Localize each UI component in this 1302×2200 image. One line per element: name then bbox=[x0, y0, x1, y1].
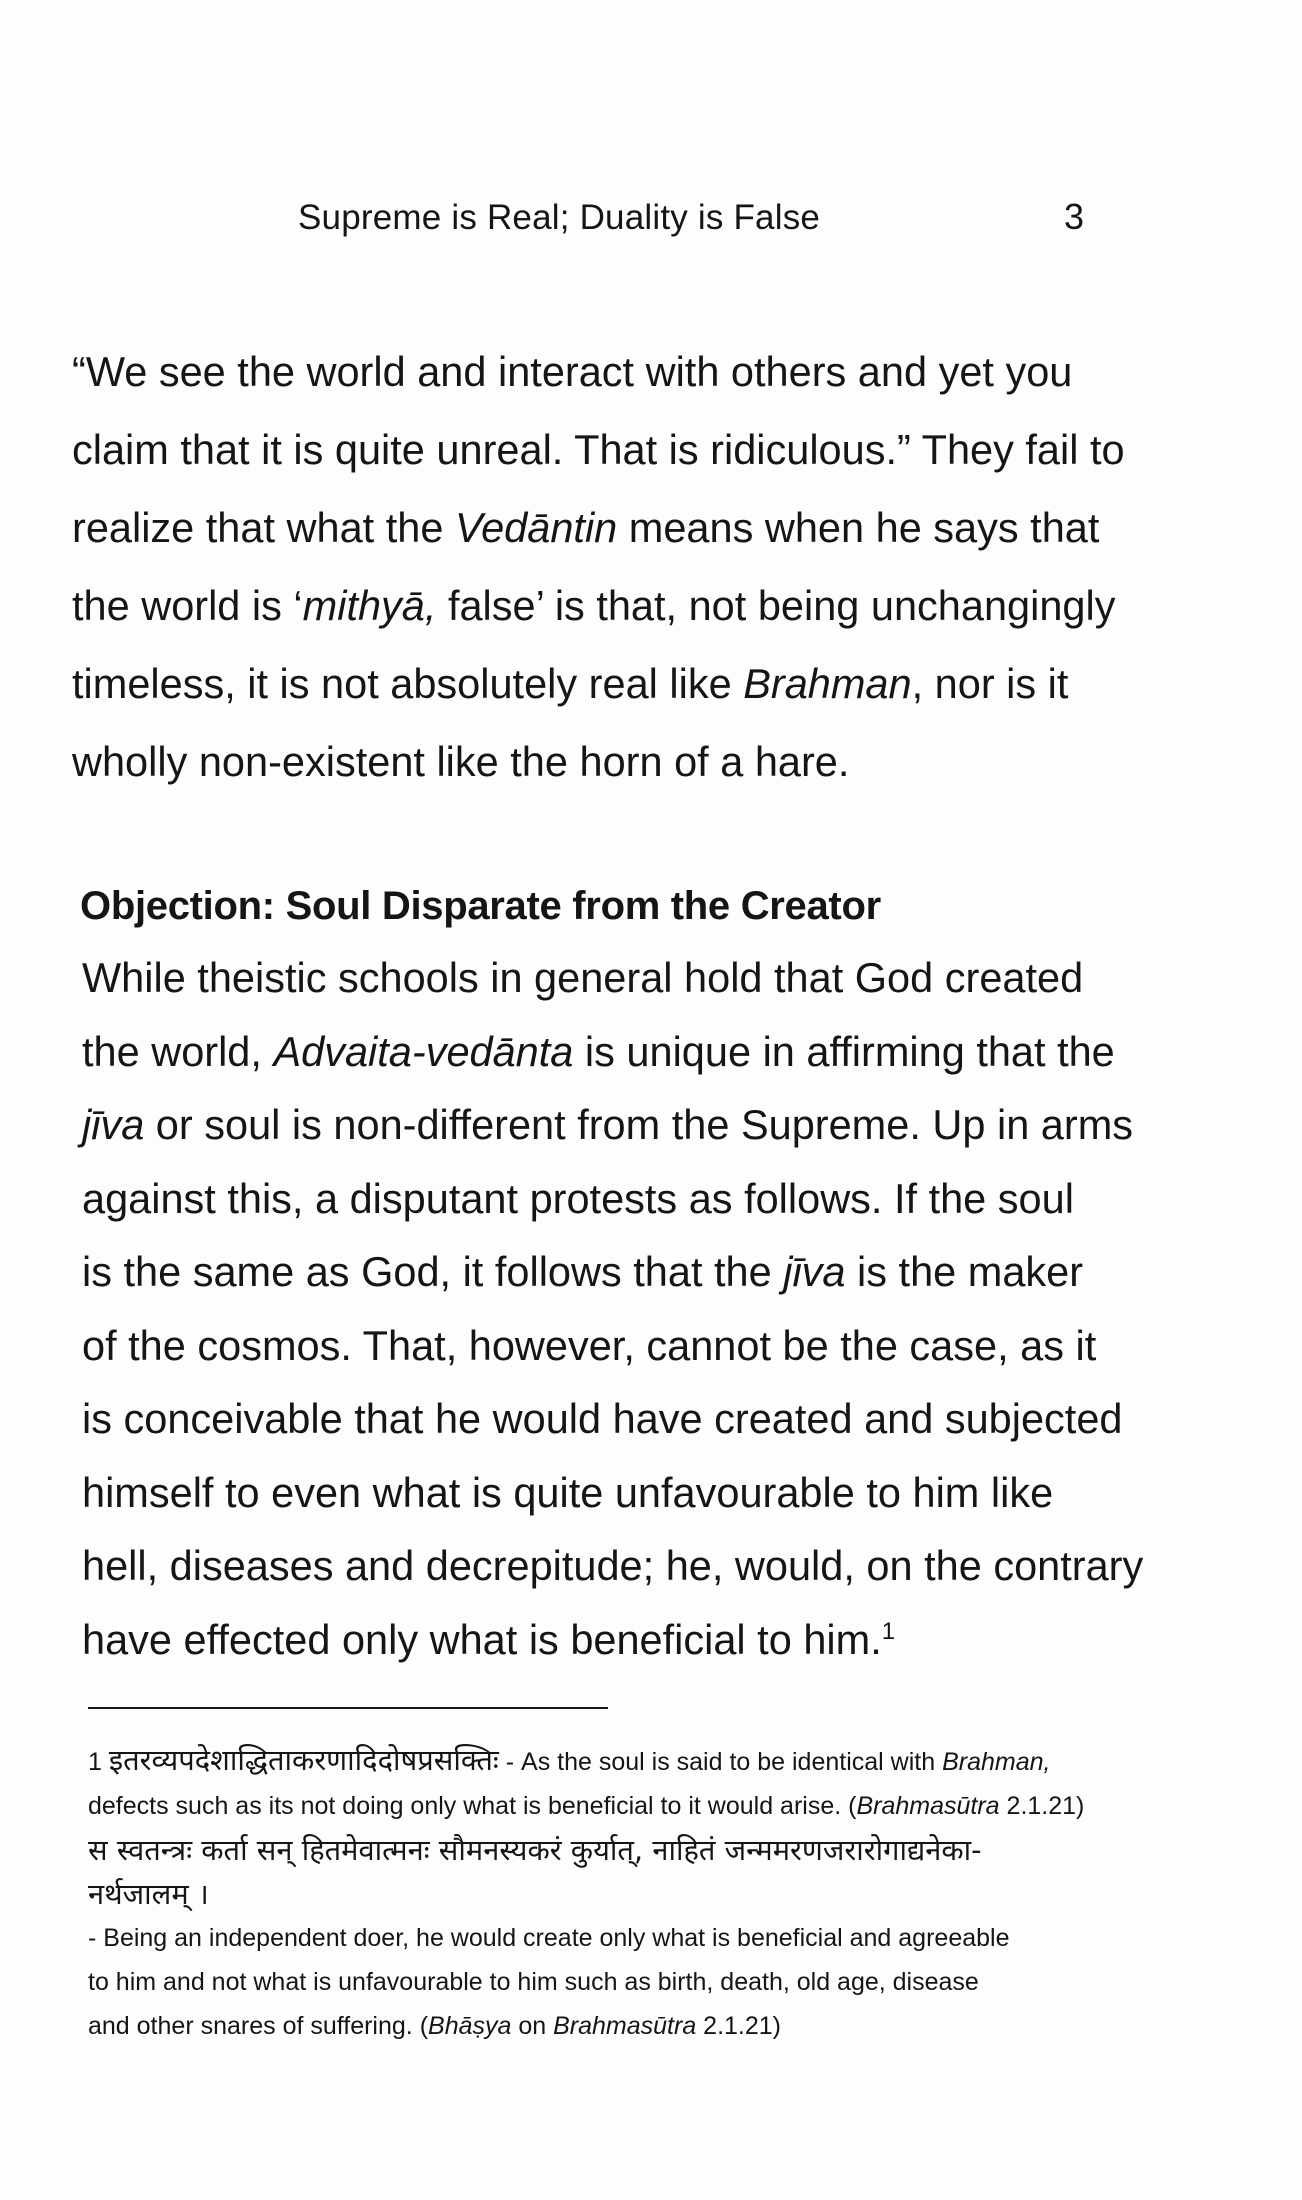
text-line: While theistic schools in general hold that God created bbox=[82, 954, 1084, 1001]
text-line: realize that what the Vedāntin means when he says that bbox=[72, 504, 1100, 551]
page-number: 3 bbox=[1064, 196, 1085, 237]
text-line: is the same as God, it follows that the jīva is the maker bbox=[82, 1248, 1084, 1295]
footnote-number: 1 bbox=[88, 1748, 102, 1776]
footnote-line: defects such as its not doing only what is beneficial to it would arise. (Brahmasūtra 2.1.21) bbox=[88, 1792, 1085, 1820]
sanskrit-quote: इतरव्यपदेशाद्धिताकरणादिदोषप्रसक्तिः bbox=[108, 1743, 499, 1777]
text-line: is conceivable that he would have created and subjected bbox=[82, 1395, 1123, 1442]
text-line: the world is ‘mithyā, false’ is that, not being unchangingly bbox=[72, 582, 1116, 629]
footnote-line: and other snares of suffering. (Bhāṣya on Brahmasūtra 2.1.21) bbox=[88, 2012, 782, 2040]
footnote-line: to him and not what is unfavourable to him such as birth, death, old age, disease bbox=[88, 1968, 979, 1996]
text-line: jīva or soul is non-different from the Supreme. Up in arms bbox=[82, 1101, 1134, 1148]
text-line: claim that it is quite unreal. That is ridiculous.” They fail to bbox=[72, 426, 1125, 473]
running-header: Supreme is Real; Duality is False bbox=[298, 198, 821, 237]
text-line: against this, a disputant protests as follows. If the soul bbox=[82, 1174, 1074, 1222]
text-line: timeless, it is not absolutely real like Brahman, nor is it bbox=[72, 660, 1069, 707]
sanskrit-quote: स स्वतन्त्रः कर्ता सन् हितमेवात्मनः सौमनस्यकरं कुर्यात्, नाहितं जन्ममरणजरारोगाद्यनेका- bbox=[88, 1833, 982, 1867]
text-line: have effected only what is beneficial to him.$^1$ bbox=[82, 1615, 896, 1663]
footnote-1 bbox=[88, 1738, 1128, 2048]
text-line: the world, Advaita-vedānta is unique in affirming that the bbox=[82, 1027, 1115, 1075]
text-line: “We see the world and interact with others and yet you bbox=[72, 348, 1073, 395]
paragraph-2 bbox=[82, 941, 1144, 1676]
paragraph-1 bbox=[72, 333, 1125, 801]
text-line: of the cosmos. That, however, cannot be the case, as it bbox=[82, 1321, 1097, 1369]
footnote-line: 1 इतरव्यपदेशाद्धिताकरणादिदोषप्रसक्तिः - As the soul is said to be identical with Brahman, bbox=[88, 1743, 1051, 1777]
footnote-divider bbox=[88, 1707, 608, 1709]
section-heading: Objection: Soul Disparate from the Creator bbox=[80, 884, 881, 928]
sanskrit-quote: नर्थजालम् । bbox=[88, 1877, 209, 1911]
text-line: hell, diseases and decrepitude; he, would, on the contrary bbox=[82, 1542, 1144, 1589]
text-line: wholly non-existent like the horn of a hare. bbox=[72, 738, 850, 785]
footnote-line: - Being an independent doer, he would create only what is beneficial and agreeable bbox=[88, 1924, 1010, 1952]
footnote-reference[interactable]: 1 bbox=[881, 1617, 896, 1645]
text-line: himself to even what is quite unfavourable to him like bbox=[82, 1468, 1054, 1516]
